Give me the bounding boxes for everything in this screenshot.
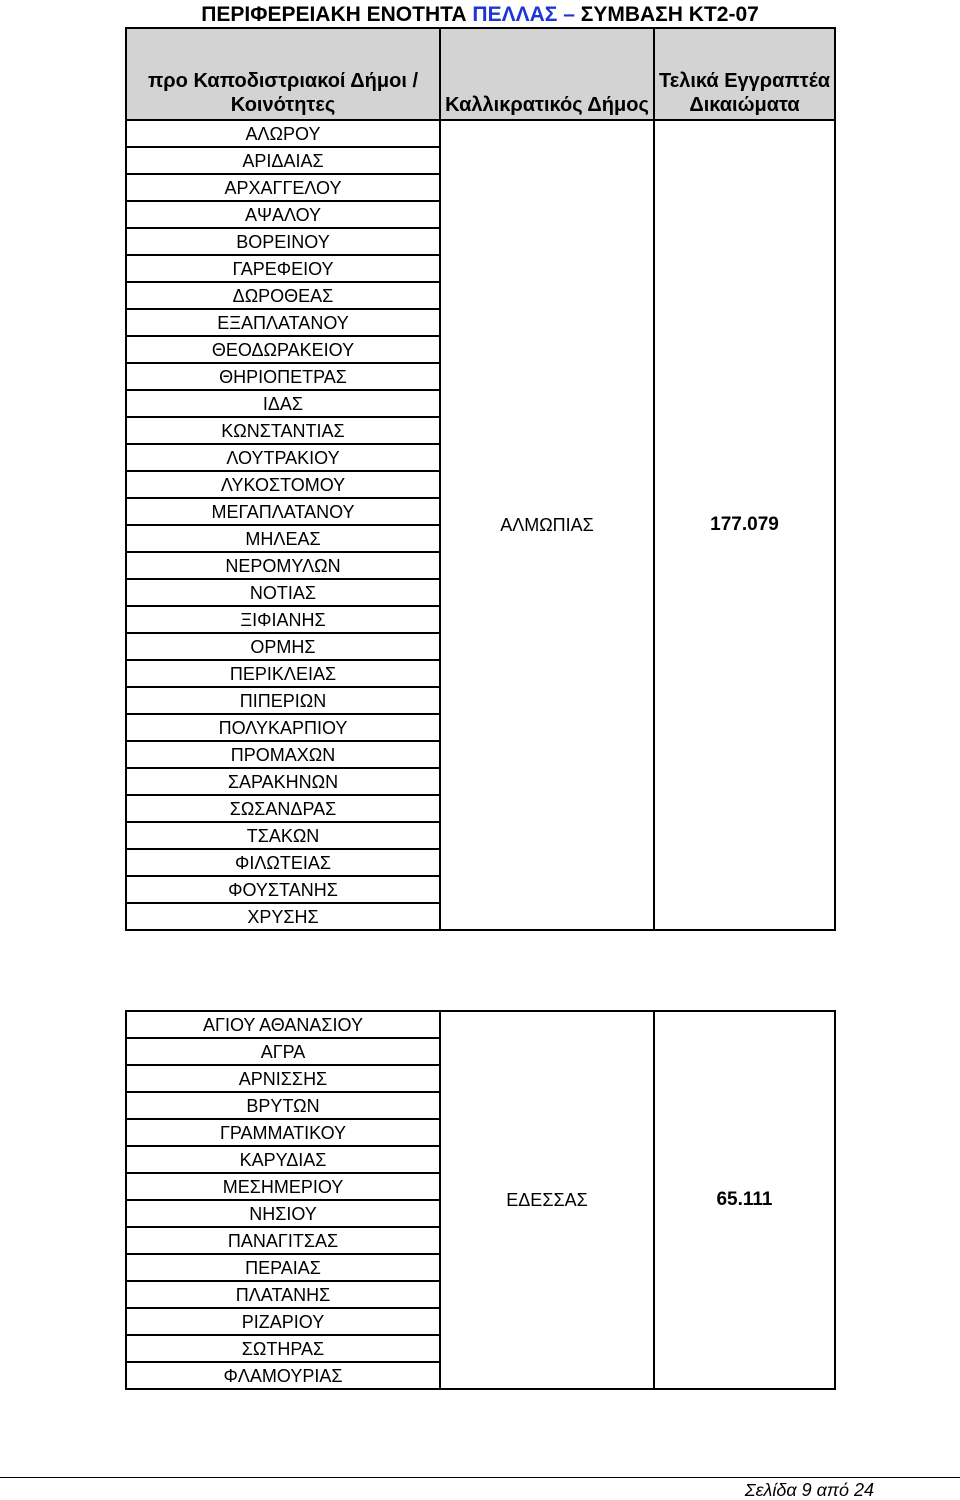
community-cell: ΠΑΝΑΓΙΤΣΑΣ [126, 1227, 440, 1254]
community-cell: ΜΕΓΑΠΛΑΤΑΝΟΥ [126, 498, 440, 525]
municipality-cell: ΑΛΜΩΠΙΑΣ [440, 120, 654, 930]
community-cell: ΤΣΑΚΩΝ [126, 822, 440, 849]
community-cell: ΝΟΤΙΑΣ [126, 579, 440, 606]
community-cell: ΡΙΖΑΡΙΟΥ [126, 1308, 440, 1335]
community-cell: ΒΟΡΕΙΝΟΥ [126, 228, 440, 255]
community-cell: ΝΗΣΙΟΥ [126, 1200, 440, 1227]
title-region: ΠΕΛΛΑΣ [472, 3, 558, 26]
page-title [0, 2, 960, 28]
community-cell: ΚΑΡΥΔΙΑΣ [126, 1146, 440, 1173]
community-cell: ΑΨΑΛΟΥ [126, 201, 440, 228]
community-cell: ΑΡΧΑΓΓΕΛΟΥ [126, 174, 440, 201]
rights-value-cell: 177.079 [654, 120, 835, 930]
community-cell: ΠΡΟΜΑΧΩΝ [126, 741, 440, 768]
header-final-rights: Τελικά Εγγραπτέα Δικαιώματα [654, 28, 835, 120]
table-body [126, 120, 835, 930]
community-cell: ΓΡΑΜΜΑΤΙΚΟΥ [126, 1119, 440, 1146]
community-cell: ΚΩΝΣΤΑΝΤΙΑΣ [126, 417, 440, 444]
rights-table-almopia [125, 27, 836, 931]
community-cell: ΧΡΥΣΗΣ [126, 903, 440, 930]
community-cell: ΣΩΣΑΝΔΡΑΣ [126, 795, 440, 822]
community-cell: ΝΕΡΟΜΥΛΩΝ [126, 552, 440, 579]
community-cell: ΜΗΛΕΑΣ [126, 525, 440, 552]
community-cell: ΛΥΚΟΣΤΟΜΟΥ [126, 471, 440, 498]
table-row [126, 120, 835, 147]
community-cell: ΜΕΣΗΜΕΡΙΟΥ [126, 1173, 440, 1200]
title-dash: – [563, 3, 575, 26]
community-cell: ΠΕΡΙΚΛΕΙΑΣ [126, 660, 440, 687]
community-cell: ΞΙΦΙΑΝΗΣ [126, 606, 440, 633]
title-contract: ΣΥΜΒΑΣΗ ΚΤ2-07 [580, 3, 759, 26]
footer-divider [0, 1477, 960, 1478]
community-cell: ΦΛΑΜΟΥΡΙΑΣ [126, 1362, 440, 1389]
community-cell: ΠΕΡΑΙΑΣ [126, 1254, 440, 1281]
community-cell: ΠΙΠΕΡΙΩΝ [126, 687, 440, 714]
municipality-cell: ΕΔΕΣΣΑΣ [440, 1011, 654, 1389]
community-cell: ΔΩΡΟΘΕΑΣ [126, 282, 440, 309]
community-cell: ΦΙΛΩΤΕΙΑΣ [126, 849, 440, 876]
community-cell: ΓΑΡΕΦΕΙΟΥ [126, 255, 440, 282]
community-cell: ΠΟΛΥΚΑΡΠΙΟΥ [126, 714, 440, 741]
table-row [126, 1011, 835, 1038]
community-cell: ΒΡΥΤΩΝ [126, 1092, 440, 1119]
community-cell: ΑΡΝΙΣΣΗΣ [126, 1065, 440, 1092]
community-cell: ΕΞΑΠΛΑΤΑΝΟΥ [126, 309, 440, 336]
community-cell: ΣΑΡΑΚΗΝΩΝ [126, 768, 440, 795]
community-cell: ΘΗΡΙΟΠΕΤΡΑΣ [126, 363, 440, 390]
community-cell: ΑΛΩΡΟΥ [126, 120, 440, 147]
community-cell: ΙΔΑΣ [126, 390, 440, 417]
community-cell: ΦΟΥΣΤΑΝΗΣ [126, 876, 440, 903]
table-body [126, 1011, 835, 1389]
rights-table-edessa [125, 1010, 836, 1390]
header-pre-kapodistrian: προ Καποδιστριακοί Δήμοι / Κοινότητες [126, 28, 440, 120]
community-cell: ΑΡΙΔΑΙΑΣ [126, 147, 440, 174]
community-cell: ΟΡΜΗΣ [126, 633, 440, 660]
title-prefix: ΠΕΡΙΦΕΡΕΙΑΚΗ ΕΝΟΤΗΤΑ [201, 3, 467, 26]
community-cell: ΠΛΑΤΑΝΗΣ [126, 1281, 440, 1308]
page-number: Σελίδα 9 από 24 [744, 1480, 874, 1500]
community-cell: ΛΟΥΤΡΑΚΙΟΥ [126, 444, 440, 471]
rights-value-cell: 65.111 [654, 1011, 835, 1389]
header-kallikratis-municipality: Καλλικρατικός Δήμος [440, 28, 654, 120]
community-cell: ΘΕΟΔΩΡΑΚΕΙΟΥ [126, 336, 440, 363]
community-cell: ΣΩΤΗΡΑΣ [126, 1335, 440, 1362]
community-cell: ΑΓΙΟΥ ΑΘΑΝΑΣΙΟΥ [126, 1011, 440, 1038]
community-cell: ΑΓΡΑ [126, 1038, 440, 1065]
